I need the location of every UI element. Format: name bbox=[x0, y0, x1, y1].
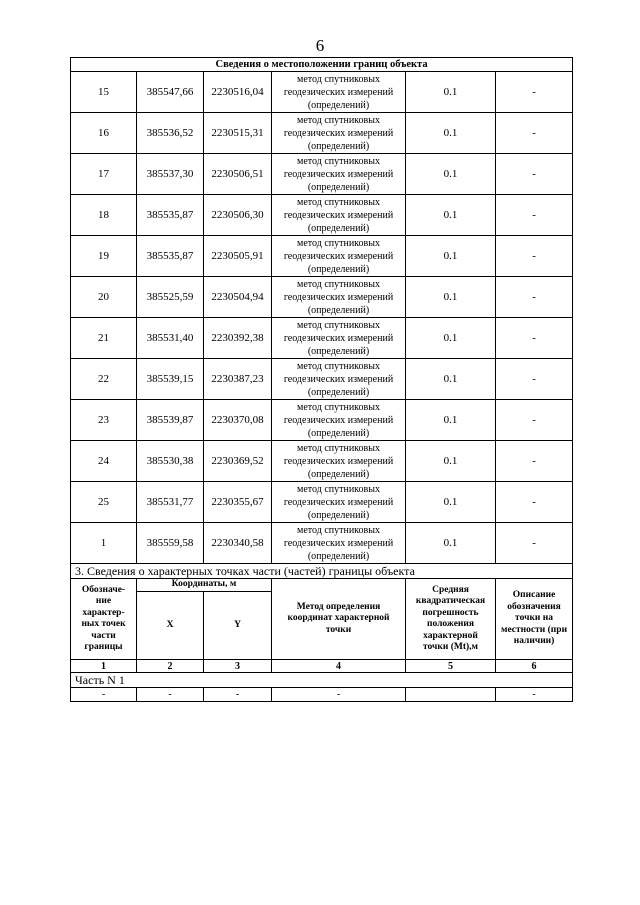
x-coordinate-cell: 385525,59 bbox=[137, 277, 204, 318]
text-line: (определений) bbox=[307, 468, 370, 480]
point-cell: 15 bbox=[71, 72, 137, 113]
section3-title-row bbox=[71, 564, 573, 579]
description-cell: - bbox=[496, 236, 573, 277]
column-number-row bbox=[71, 660, 573, 673]
point-cell: 22 bbox=[71, 359, 137, 400]
accuracy-cell: 0.1 bbox=[406, 482, 496, 523]
point-cell: 21 bbox=[71, 318, 137, 359]
x-coordinate-cell: 385531,40 bbox=[137, 318, 204, 359]
text-line: положения bbox=[426, 619, 474, 629]
accuracy-cell: 0.1 bbox=[406, 195, 496, 236]
y-coordinate-cell: 2230505,91 bbox=[204, 236, 272, 277]
text-line: метод спутниковых bbox=[297, 278, 380, 290]
column-number: 4 bbox=[272, 660, 406, 673]
text-line: (определений) bbox=[307, 99, 370, 111]
description-cell: - bbox=[496, 318, 573, 359]
header-method bbox=[272, 579, 406, 660]
empty-cell: - bbox=[272, 688, 406, 702]
description-cell: - bbox=[496, 441, 573, 482]
x-coordinate-cell: 385547,66 bbox=[137, 72, 204, 113]
point-cell: 17 bbox=[71, 154, 137, 195]
description-cell: - bbox=[496, 277, 573, 318]
x-coordinate-cell: 385559,58 bbox=[137, 523, 204, 564]
text-line: (определений) bbox=[307, 345, 370, 357]
empty-cell: - bbox=[204, 688, 272, 702]
text-line: (определений) bbox=[307, 550, 370, 562]
text-line: геодезических измерений bbox=[283, 332, 394, 344]
method-cell bbox=[272, 154, 406, 195]
text-line: геодезических измерений bbox=[283, 496, 394, 508]
y-coordinate-cell: 2230369,52 bbox=[204, 441, 272, 482]
method-cell bbox=[272, 359, 406, 400]
point-cell: 16 bbox=[71, 113, 137, 154]
description-cell: - bbox=[496, 113, 573, 154]
text-line: Метод определения bbox=[296, 601, 381, 612]
section3-header-row bbox=[71, 579, 573, 592]
section2-title-row bbox=[71, 58, 573, 72]
boundary-table bbox=[70, 57, 573, 702]
method-cell bbox=[272, 318, 406, 359]
text-line: метод спутниковых bbox=[297, 196, 380, 208]
text-line: координат характерной bbox=[287, 613, 390, 624]
table-row bbox=[71, 359, 573, 400]
text-line: наличии) bbox=[513, 636, 555, 647]
empty-cell: - bbox=[71, 688, 137, 702]
method-cell bbox=[272, 236, 406, 277]
text-line: (определений) bbox=[307, 140, 370, 152]
text-line: точки на bbox=[515, 613, 553, 624]
method-cell bbox=[272, 195, 406, 236]
table-row bbox=[71, 72, 573, 113]
method-cell bbox=[272, 113, 406, 154]
text-line: Обозначе- bbox=[81, 584, 126, 595]
text-line: метод спутниковых bbox=[297, 155, 380, 167]
x-coordinate-cell: 385537,30 bbox=[137, 154, 204, 195]
y-coordinate-cell: 2230355,67 bbox=[204, 482, 272, 523]
text-line: (определений) bbox=[307, 386, 370, 398]
text-line: Описание bbox=[512, 590, 556, 601]
empty-cell: - bbox=[496, 688, 573, 702]
x-coordinate-cell: 385531,77 bbox=[137, 482, 204, 523]
header-accuracy bbox=[406, 579, 496, 660]
method-cell bbox=[272, 72, 406, 113]
text-line: геодезических измерений bbox=[283, 373, 394, 385]
column-number: 5 bbox=[406, 660, 496, 673]
point-cell: 19 bbox=[71, 236, 137, 277]
table-row bbox=[71, 482, 573, 523]
text-line: геодезических измерений bbox=[283, 250, 394, 262]
text-line: метод спутниковых bbox=[297, 73, 380, 85]
text-line: метод спутниковых bbox=[297, 114, 380, 126]
accuracy-cell: 0.1 bbox=[406, 72, 496, 113]
text-line: геодезических измерений bbox=[283, 86, 394, 98]
text-line: геодезических измерений bbox=[283, 209, 394, 221]
section2-title: Сведения о местоположении границ объекта bbox=[71, 58, 573, 72]
point-cell: 25 bbox=[71, 482, 137, 523]
text-line: характер- bbox=[82, 607, 125, 618]
point-cell: 20 bbox=[71, 277, 137, 318]
point-cell: 23 bbox=[71, 400, 137, 441]
accuracy-cell: 0.1 bbox=[406, 359, 496, 400]
text-line: части bbox=[91, 630, 116, 641]
x-coordinate-cell: 385535,87 bbox=[137, 195, 204, 236]
header-y: Y bbox=[204, 592, 272, 660]
x-coordinate-cell: 385539,15 bbox=[137, 359, 204, 400]
y-coordinate-cell: 2230515,31 bbox=[204, 113, 272, 154]
text-line: (определений) bbox=[307, 427, 370, 439]
text-line: геодезических измерений bbox=[283, 537, 394, 549]
accuracy-cell: 0.1 bbox=[406, 113, 496, 154]
text-line: геодезических измерений bbox=[283, 291, 394, 303]
x-coordinate-cell: 385535,87 bbox=[137, 236, 204, 277]
description-cell: - bbox=[496, 72, 573, 113]
text-line: геодезических измерений bbox=[283, 127, 394, 139]
method-cell bbox=[272, 523, 406, 564]
table-row bbox=[71, 441, 573, 482]
text-line: (определений) bbox=[307, 263, 370, 275]
description-cell: - bbox=[496, 195, 573, 236]
column-number: 2 bbox=[137, 660, 204, 673]
table-row bbox=[71, 400, 573, 441]
y-coordinate-cell: 2230504,94 bbox=[204, 277, 272, 318]
text-line: границы bbox=[84, 642, 123, 652]
point-cell: 1 bbox=[71, 523, 137, 564]
part-label: Часть N 1 bbox=[71, 673, 573, 688]
table-row bbox=[71, 523, 573, 564]
page-number: 6 bbox=[315, 36, 325, 55]
description-cell: - bbox=[496, 523, 573, 564]
y-coordinate-cell: 2230340,58 bbox=[204, 523, 272, 564]
accuracy-cell: 0.1 bbox=[406, 441, 496, 482]
table-row bbox=[71, 195, 573, 236]
y-coordinate-cell: 2230387,23 bbox=[204, 359, 272, 400]
text-line: (определений) bbox=[307, 222, 370, 234]
text-line: метод спутниковых bbox=[297, 360, 380, 372]
text-line: геодезических измерений bbox=[283, 414, 394, 426]
y-coordinate-cell: 2230516,04 bbox=[204, 72, 272, 113]
text-line: метод спутниковых bbox=[297, 483, 380, 495]
description-cell: - bbox=[496, 154, 573, 195]
text-line: (определений) bbox=[307, 304, 370, 316]
table-row bbox=[71, 277, 573, 318]
header-description bbox=[496, 579, 573, 660]
y-coordinate-cell: 2230506,30 bbox=[204, 195, 272, 236]
text-line: квадратическая bbox=[415, 596, 486, 606]
accuracy-cell: 0.1 bbox=[406, 236, 496, 277]
table-row bbox=[71, 688, 573, 702]
column-number: 6 bbox=[496, 660, 573, 673]
text-line: точки (Mt),м bbox=[422, 642, 479, 652]
column-number: 3 bbox=[204, 660, 272, 673]
accuracy-cell: 0.1 bbox=[406, 154, 496, 195]
x-coordinate-cell: 385539,87 bbox=[137, 400, 204, 441]
method-cell bbox=[272, 277, 406, 318]
x-coordinate-cell: 385536,52 bbox=[137, 113, 204, 154]
table-row bbox=[71, 318, 573, 359]
y-coordinate-cell: 2230506,51 bbox=[204, 154, 272, 195]
text-line: характерной bbox=[423, 630, 478, 641]
column-number: 1 bbox=[71, 660, 137, 673]
point-cell: 18 bbox=[71, 195, 137, 236]
text-line: метод спутниковых bbox=[297, 319, 380, 331]
y-coordinate-cell: 2230392,38 bbox=[204, 318, 272, 359]
header-coordinates: Координаты, м bbox=[137, 579, 272, 592]
y-coordinate-cell: 2230370,08 bbox=[204, 400, 272, 441]
text-line: геодезических измерений bbox=[283, 168, 394, 180]
text-line: ных точек bbox=[81, 619, 126, 629]
section3-title: 3. Сведения о характерных точках части (частей) границы объекта bbox=[71, 564, 573, 579]
accuracy-cell: 0.1 bbox=[406, 523, 496, 564]
text-line: ние bbox=[95, 596, 112, 606]
table-row bbox=[71, 154, 573, 195]
text-line: погрешность bbox=[422, 607, 479, 618]
text-line: Средняя bbox=[432, 584, 469, 595]
accuracy-cell: 0.1 bbox=[406, 277, 496, 318]
text-line: местности (при bbox=[501, 624, 568, 635]
table-row bbox=[71, 236, 573, 277]
text-line: обозначения bbox=[507, 601, 561, 612]
text-line: (определений) bbox=[307, 509, 370, 521]
header-point-designation bbox=[71, 579, 137, 660]
text-line: точки bbox=[325, 624, 352, 635]
text-line: метод спутниковых bbox=[297, 237, 380, 249]
description-cell: - bbox=[496, 400, 573, 441]
method-cell bbox=[272, 482, 406, 523]
description-cell: - bbox=[496, 359, 573, 400]
text-line: метод спутниковых bbox=[297, 401, 380, 413]
part-label-row bbox=[71, 673, 573, 688]
point-cell: 24 bbox=[71, 441, 137, 482]
empty-cell bbox=[406, 688, 496, 702]
description-cell: - bbox=[496, 482, 573, 523]
table-row bbox=[71, 113, 573, 154]
text-line: геодезических измерений bbox=[283, 455, 394, 467]
empty-cell: - bbox=[137, 688, 204, 702]
accuracy-cell: 0.1 bbox=[406, 318, 496, 359]
header-x: X bbox=[137, 592, 204, 660]
text-line: (определений) bbox=[307, 181, 370, 193]
method-cell bbox=[272, 400, 406, 441]
x-coordinate-cell: 385530,38 bbox=[137, 441, 204, 482]
accuracy-cell: 0.1 bbox=[406, 400, 496, 441]
text-line: метод спутниковых bbox=[297, 524, 380, 536]
method-cell bbox=[272, 441, 406, 482]
text-line: метод спутниковых bbox=[297, 442, 380, 454]
